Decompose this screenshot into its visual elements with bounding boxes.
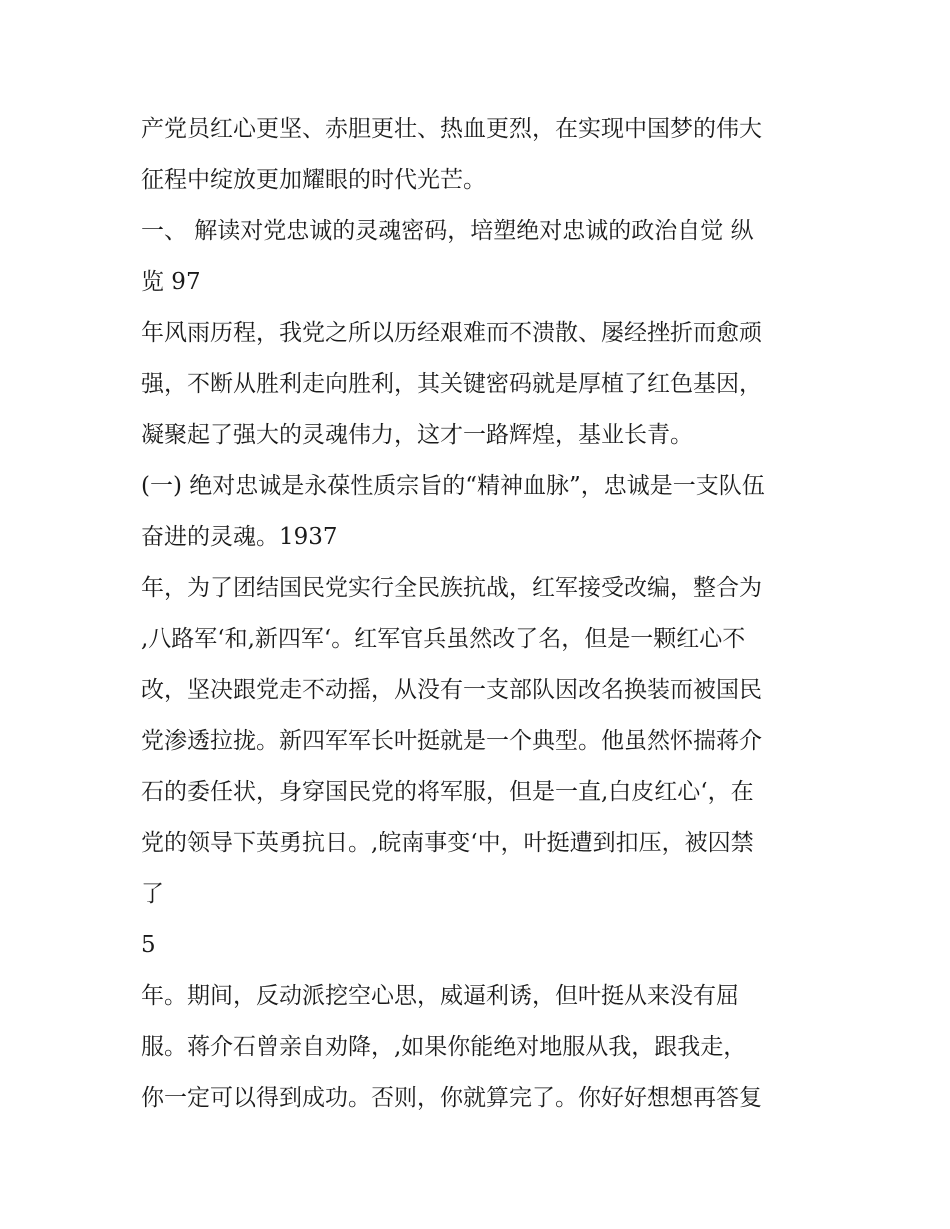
text-line: 强，不断从胜利走向胜利，其关键密码就是厚植了红色基因， xyxy=(141,371,762,397)
text-line: 年。期间，反动派挖空心思，威逼利诱，但叶挺从来没有屈 xyxy=(141,983,739,1009)
text-line: ,八路军‘和,新四军‘。红军官兵虽然改了名，但是一颗红心不 xyxy=(141,626,746,652)
section-heading-line: 一、 解读对党忠诚的灵魂密码，培塑绝对忠诚的政治自觉 纵 xyxy=(141,218,754,244)
text-line: 年，为了团结国民党实行全民族抗战，红军接受改编，整合为 xyxy=(141,575,762,601)
text-line: 党的领导下英勇抗日。,皖南事变‘中，叶挺遭到扣压，被囚禁 xyxy=(141,830,754,856)
text-line: 服。蒋介石曾亲自劝降，,如果你能绝对地服从我，跟我走， xyxy=(141,1034,747,1060)
text-line: 改，坚决跟党走不动摇，从没有一支部队因改名换装而被国民 xyxy=(141,677,762,703)
text-line: 了 xyxy=(141,881,164,907)
text-line: 党渗透拉拢。新四军军长叶挺就是一个典型。他虽然怀揣蒋介 xyxy=(141,728,762,754)
text-line: 览 97 xyxy=(141,269,201,295)
text-line: 奋进的灵魂。1937 xyxy=(141,524,338,550)
document-body xyxy=(141,104,821,1124)
subsection-heading-line: (一) 绝对忠诚是永葆性质宗旨的“精神血脉”，忠诚是一支队伍 xyxy=(141,473,765,499)
text-line: 凝聚起了强大的灵魂伟力，这才一路辉煌，基业长青。 xyxy=(141,422,693,448)
text-line: 产党员红心更坚、赤胆更壮、热血更烈，在实现中国梦的伟大 xyxy=(141,116,762,142)
text-line: 征程中绽放更加耀眼的时代光芒。 xyxy=(141,167,486,193)
text-line: 年风雨历程，我党之所以历经艰难而不溃散、屡经挫折而愈顽 xyxy=(141,320,762,346)
text-line: 石的委任状，身穿国民党的将军服，但是一直,白皮红心‘，在 xyxy=(141,779,754,805)
text-line: 5 xyxy=(141,932,156,958)
text-line: 你一定可以得到成功。否则，你就算完了。你好好想想再答复 xyxy=(141,1085,762,1111)
